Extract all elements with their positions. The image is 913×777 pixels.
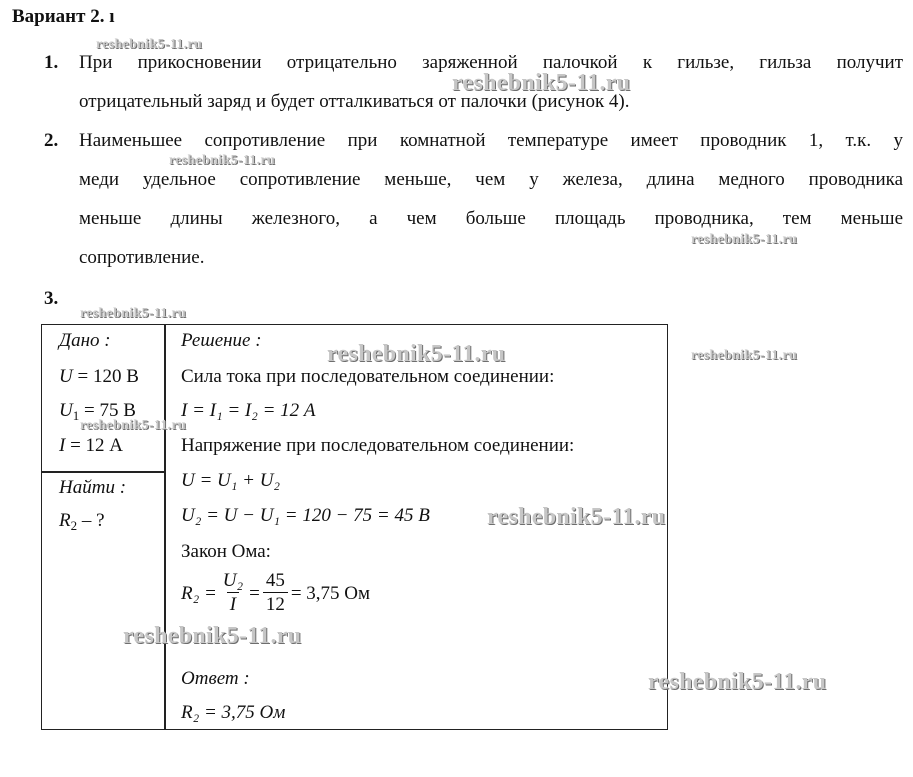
item-1-line-1: При прикосновении отрицательно заряженной палочкой к гильзе, гильза получит [79,52,903,73]
item-2-line-4: сопротивление. [79,247,205,268]
watermark: reshebnik5-11.ru [169,153,276,168]
variant-title: Вариант 2. ı [12,6,115,27]
ohm-fraction-symbolic-denominator: I [227,592,239,617]
find-header: Найти : [59,477,127,498]
given-voltage-1-sub: 1 [72,408,80,423]
given-voltage-value: = 120 В [77,366,139,387]
ohm-fraction-symbolic [220,570,246,617]
given-voltage [59,366,139,388]
given-current [59,435,123,457]
watermark: reshebnik5-11.ru [648,669,827,695]
solution-line-current-text: Сила тока при последовательном соединении: [181,366,555,387]
answer-header: Ответ : [181,668,250,689]
solution-line-voltage-text: Напряжение при последовательном соединении: [181,435,575,456]
table-divider-horizontal [41,471,165,473]
solution-line-ohm-law: Закон Ома: [181,541,271,562]
find-resistance [59,510,105,534]
given-voltage-symbol: U [59,366,73,387]
watermark: reshebnik5-11.ru [96,37,203,52]
watermark: reshebnik5-11.ru [452,70,631,96]
find-resistance-symbol: R [59,510,71,531]
watermark: reshebnik5-11.ru [80,306,187,321]
ohm-lhs: R₂ = [181,582,217,604]
item-2-line-3: меньше длины железного, а чем больше площадь проводника, тем меньше [79,208,903,229]
ohm-fraction-numeric-denominator: 12 [263,592,288,617]
ohm-fraction-numeric [263,570,288,617]
given-header: Дано : [59,330,111,351]
solution-header: Решение : [181,330,262,351]
item-1-line-2: отрицательный заряд и будет отталкиваться от палочки (рисунок 4). [79,91,630,112]
given-current-value: = 12 А [70,435,124,456]
watermark: reshebnik5-11.ru [80,418,187,433]
watermark: reshebnik5-11.ru [123,623,302,649]
ohm-fraction-symbolic-numerator: U₂ [222,570,244,591]
item-2-line-2: меди удельное сопротивление меньше, чем у железа, длина медного проводника [79,169,903,190]
ohm-fraction-numeric-numerator: 45 [265,570,285,591]
answer-value: R₂ = 3,75 Ом [181,702,286,723]
watermark: reshebnik5-11.ru [327,341,506,367]
solution-line-voltage-formula: U = U₁ + U₂ [181,470,281,491]
watermark: reshebnik5-11.ru [691,232,798,247]
table-divider-vertical [164,324,166,730]
item-1-number: 1. [44,52,59,73]
item-3-number: 3. [44,288,59,309]
solution-line-current-formula: I = I₁ = I₂ = 12 А [181,400,316,421]
ohm-formula [181,570,370,617]
watermark: reshebnik5-11.ru [487,504,666,530]
given-voltage-1-symbol: U [59,400,73,421]
given-current-symbol: I [59,435,66,456]
item-2-number: 2. [44,130,59,151]
find-resistance-sub: 2 [70,518,78,533]
solution-line-u2-formula: U₂ = U − U₁ = 120 − 75 = 45 В [181,505,430,526]
item-2-line-1: Наименьшее сопротивление при комнатной температуре имеет проводник 1, т.к. у [79,130,903,151]
ohm-equals: = [249,582,260,604]
find-resistance-value: – ? [77,510,105,531]
ohm-result: = 3,75 Ом [290,582,371,604]
watermark: reshebnik5-11.ru [691,348,798,363]
given-voltage-1-value: = 75 В [83,400,136,421]
